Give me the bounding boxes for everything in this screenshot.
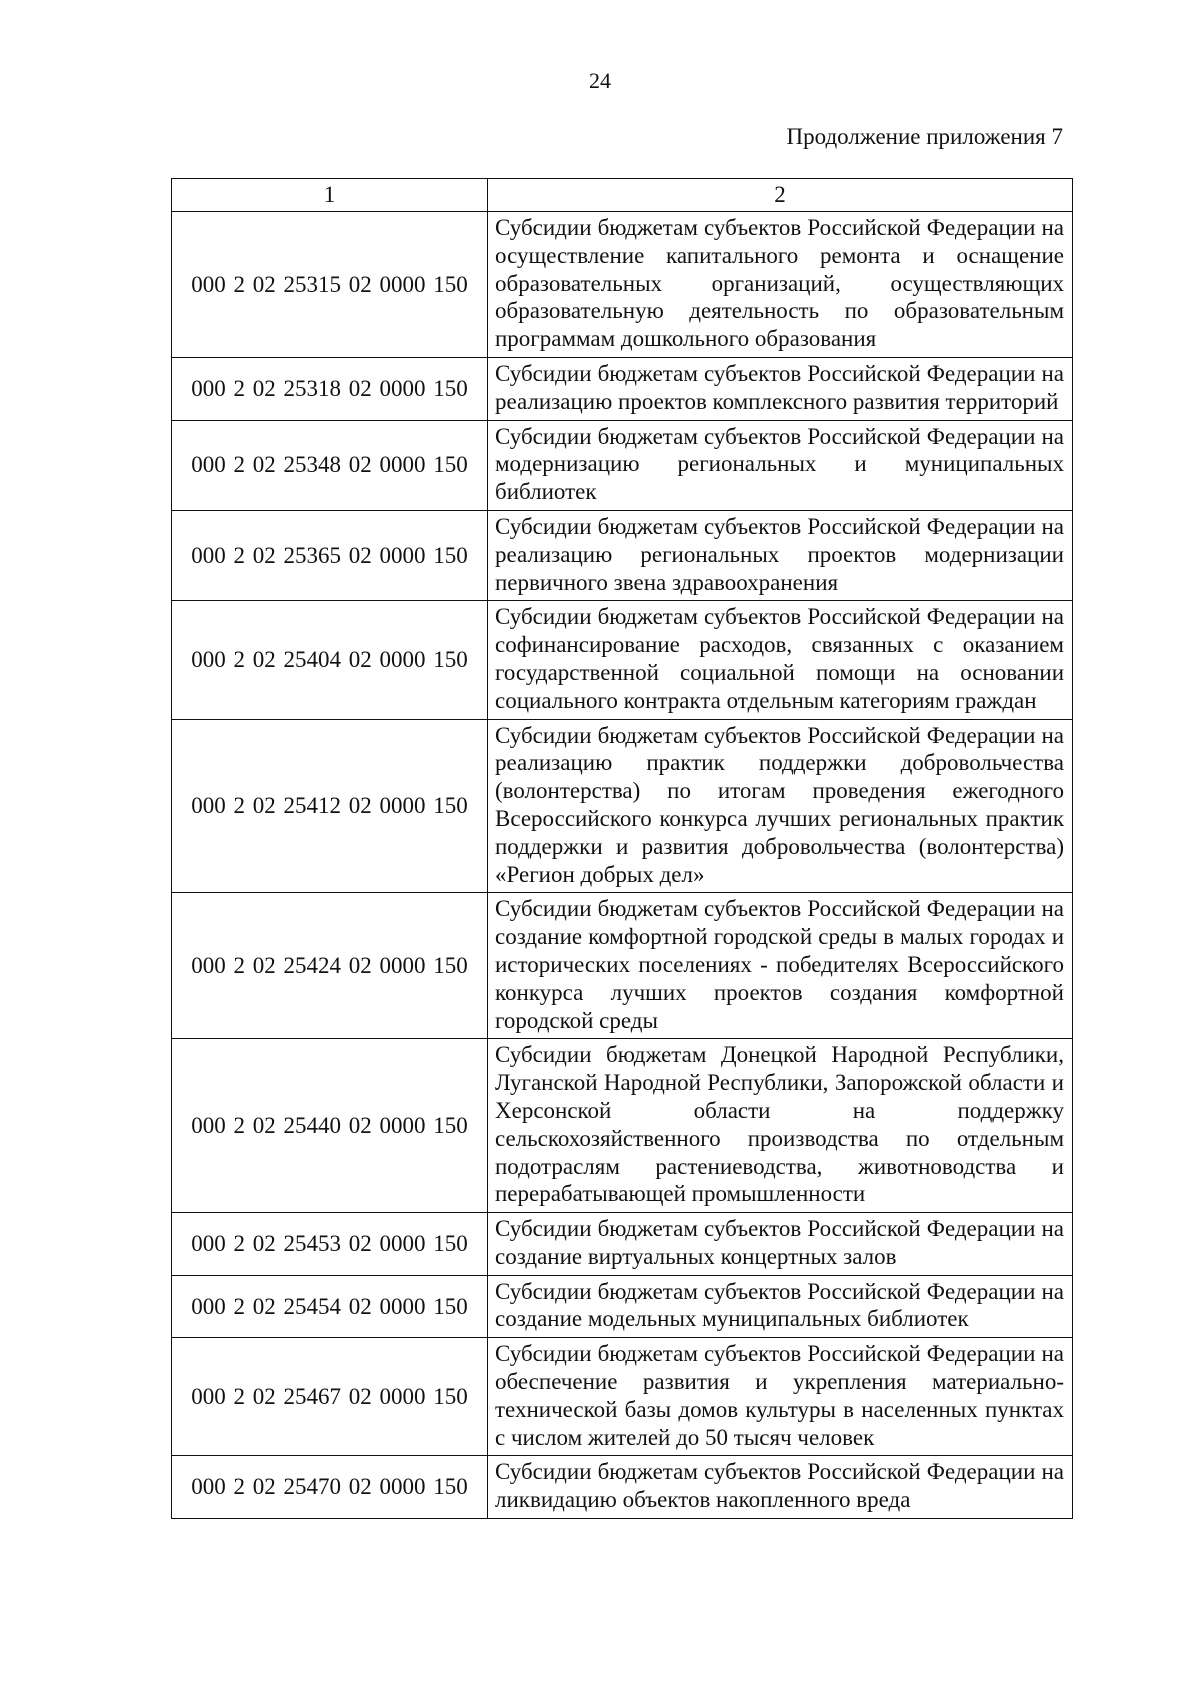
appendix-continuation-label: Продолжение приложения 7 [786,124,1063,149]
table-row [172,1039,1073,1213]
description-cell: Субсидии бюджетам Донецкой Народной Республики, Луганской Народной Республики, Запорожской области и Херсонской области на поддержку сельскохозяйственного производства по отдельным подотраслям растениеводства, животноводства и перерабатывающей промышленности [488,1039,1073,1213]
description-cell: Субсидии бюджетам субъектов Российской Федерации на модернизацию региональных и муниципальных библиотек [488,420,1073,510]
budget-codes-table [171,178,1073,1519]
table-row [172,1338,1073,1456]
description-cell: Субсидии бюджетам субъектов Российской Федерации на софинансирование расходов, связанных с оказанием государственной социальной помощи на основании социального контракта отдельным категориям граждан [488,601,1073,719]
budget-code-cell: 000 2 02 25470 02 0000 150 [172,1456,488,1519]
description-cell: Субсидии бюджетам субъектов Российской Федерации на обеспечение развития и укрепления материально-технической базы домов культуры в населенных пунктах с числом жителей до 50 тысяч человек [488,1338,1073,1456]
budget-code-cell: 000 2 02 25348 02 0000 150 [172,420,488,510]
description-cell: Субсидии бюджетам субъектов Российской Федерации на реализацию региональных проектов модернизации первичного звена здравоохранения [488,510,1073,600]
table-row [172,1213,1073,1276]
table-row [172,893,1073,1039]
description-cell: Субсидии бюджетам субъектов Российской Федерации на осуществление капитального ремонта и оснащение образовательных организаций, осуществляющих образовательную деятельность по образовательным программам дошкольного образования [488,212,1073,358]
budget-code-cell: 000 2 02 25440 02 0000 150 [172,1039,488,1213]
table-row [172,601,1073,719]
budget-code-cell: 000 2 02 25454 02 0000 150 [172,1275,488,1338]
column-header-1: 1 [172,179,488,212]
page-number: 24 [589,68,611,93]
budget-code-cell: 000 2 02 25453 02 0000 150 [172,1213,488,1276]
column-number-row [172,179,1073,212]
budget-code-cell: 000 2 02 25412 02 0000 150 [172,719,488,893]
description-cell: Субсидии бюджетам субъектов Российской Федерации на реализацию проектов комплексного развития территорий [488,357,1073,420]
description-cell: Субсидии бюджетам субъектов Российской Федерации на создание виртуальных концертных залов [488,1213,1073,1276]
description-cell: Субсидии бюджетам субъектов Российской Федерации на ликвидацию объектов накопленного вреда [488,1456,1073,1519]
table-row [172,719,1073,893]
column-header-2: 2 [488,179,1073,212]
table-row [172,1275,1073,1338]
table-row [172,212,1073,358]
budget-code-cell: 000 2 02 25467 02 0000 150 [172,1338,488,1456]
table-row [172,510,1073,600]
table-row [172,357,1073,420]
description-cell: Субсидии бюджетам субъектов Российской Федерации на создание комфортной городской среды в малых городах и исторических поселениях - победителях Всероссийского конкурса лучших проектов создания комфортной городской среды [488,893,1073,1039]
budget-code-cell: 000 2 02 25315 02 0000 150 [172,212,488,358]
table-row [172,420,1073,510]
description-cell: Субсидии бюджетам субъектов Российской Федерации на создание модельных муниципальных библиотек [488,1275,1073,1338]
description-cell: Субсидии бюджетам субъектов Российской Федерации на реализацию практик поддержки добровольчества (волонтерства) по итогам проведения ежегодного Всероссийского конкурса лучших региональных практик поддержки и развития добровольчества (волонтерства) «Регион добрых дел» [488,719,1073,893]
budget-code-cell: 000 2 02 25404 02 0000 150 [172,601,488,719]
budget-code-cell: 000 2 02 25424 02 0000 150 [172,893,488,1039]
budget-code-cell: 000 2 02 25365 02 0000 150 [172,510,488,600]
table-row [172,1456,1073,1519]
budget-code-cell: 000 2 02 25318 02 0000 150 [172,357,488,420]
